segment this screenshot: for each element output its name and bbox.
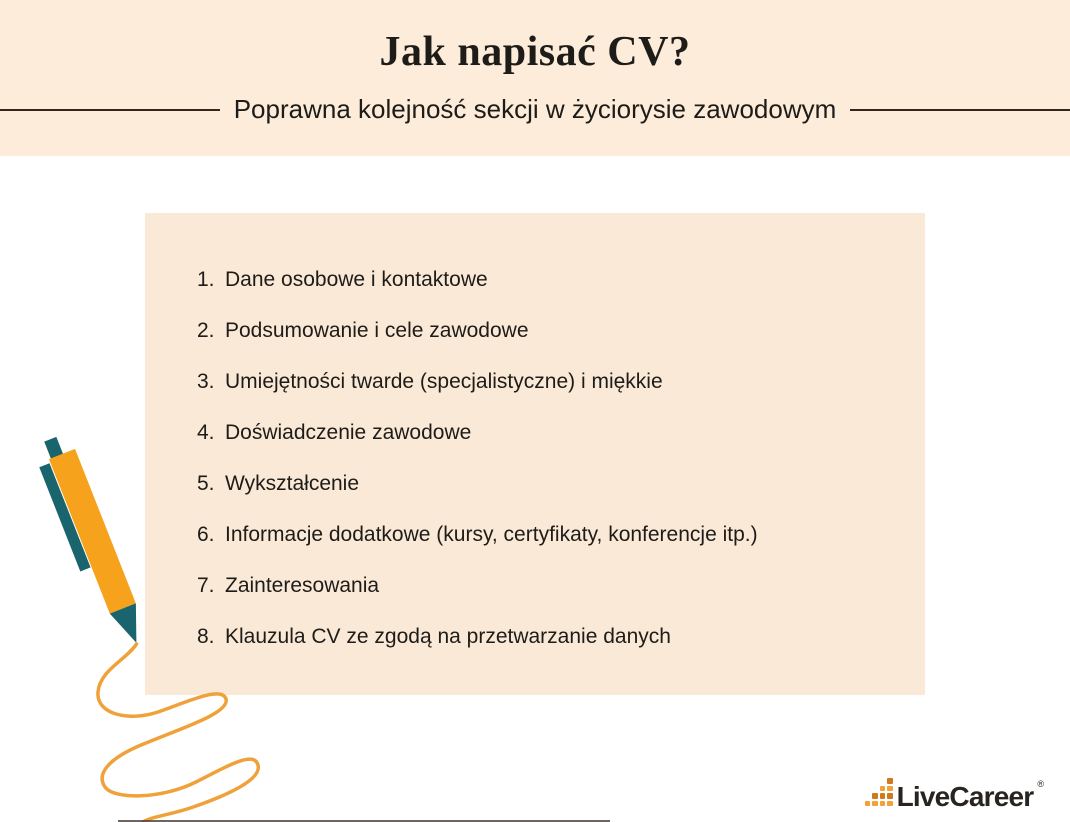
subtitle-right-rule <box>850 109 1070 111</box>
list-item-number: 2. <box>197 319 215 342</box>
list-item-text: Informacje dodatkowe (kursy, certyfikaty, konferencje itp.) <box>225 523 758 546</box>
list-item-number: 3. <box>197 370 215 393</box>
list-item <box>197 320 885 342</box>
list-item-number: 6. <box>197 523 215 546</box>
list-item <box>197 626 885 648</box>
list-item-text: Klauzula CV ze zgodą na przetwarzanie danych <box>225 625 671 648</box>
list-item <box>197 524 885 546</box>
list-item-text: Zainteresowania <box>225 574 380 597</box>
list-item <box>197 269 885 291</box>
pen-illustration <box>0 425 300 822</box>
pen-icon <box>31 432 149 652</box>
header-band <box>0 0 1070 156</box>
logo-bar-column <box>872 793 878 806</box>
list-item <box>197 371 885 393</box>
pen-body <box>49 449 136 614</box>
section-order-list <box>197 269 885 648</box>
list-item-number: 1. <box>197 268 215 291</box>
page-subtitle: Poprawna kolejność sekcji w życiorysie zawodowym <box>233 94 837 125</box>
list-item-number: 5. <box>197 472 215 495</box>
list-item-text: Umiejętności twarde (specjalistyczne) i miękkie <box>225 370 663 393</box>
list-item <box>197 473 885 495</box>
list-item-text: Doświadczenie zawodowe <box>225 421 472 444</box>
list-item-number: 4. <box>197 421 215 444</box>
list-item-number: 8. <box>197 625 215 648</box>
list-item-number: 7. <box>197 574 215 597</box>
list-item-text: Wykształcenie <box>225 472 360 495</box>
list-item-text: Podsumowanie i cele zawodowe <box>225 319 529 342</box>
logo-bar-column <box>880 786 886 807</box>
page-title: Jak napisać CV? <box>379 29 691 75</box>
list-item <box>197 422 885 444</box>
livecareer-bars-icon <box>865 778 893 809</box>
list-item <box>197 575 885 597</box>
pen-squiggle-line <box>98 644 258 822</box>
logo-bar-column <box>887 778 893 806</box>
livecareer-wordmark: LiveCareer <box>896 780 1034 812</box>
list-item-text: Dane osobowe i kontaktowe <box>225 268 488 291</box>
subtitle-row <box>0 93 1070 127</box>
subtitle-left-rule <box>0 109 220 111</box>
logo-bar-column <box>865 801 871 807</box>
registered-mark: ® <box>1037 779 1044 789</box>
livecareer-logo <box>865 778 1044 812</box>
